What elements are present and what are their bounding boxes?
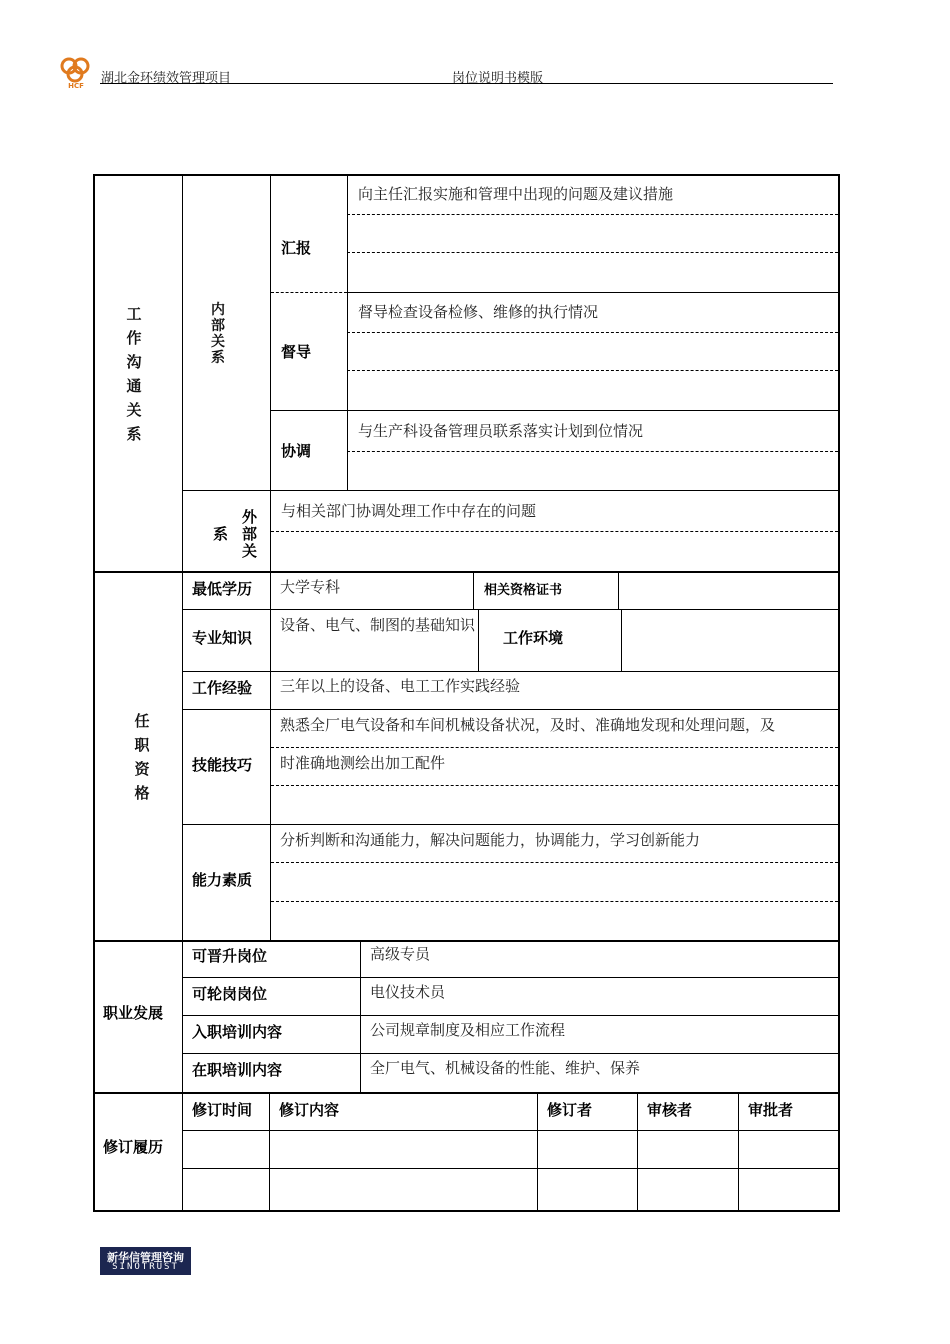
external-char-2: 部: [242, 525, 258, 543]
min-education-label: 最低学历: [192, 580, 253, 598]
external-char-4: 系: [213, 525, 229, 543]
career-row-value: 电仪技术员: [370, 983, 446, 1001]
section-qualification: 任职资格: [134, 712, 150, 802]
ability-label: 能力素质: [192, 871, 253, 889]
external-text: 与相关部门协调处理工作中存在的问题: [281, 502, 537, 520]
revision-header-content: 修订内容: [279, 1101, 340, 1119]
experience-label: 工作经验: [192, 679, 253, 697]
skills-line-2: 时准确地测绘出加工配件: [280, 754, 446, 772]
revision-header-reviser: 修订者: [547, 1101, 593, 1119]
skills-label: 技能技巧: [192, 756, 253, 774]
ability-value: 分析判断和沟通能力，解决问题能力，协调能力，学习创新能力: [280, 831, 701, 849]
coordinate-text: 与生产科设备管理员联系落实计划到位情况: [358, 422, 644, 440]
knowledge-value: 设备、电气、制图的基础知识: [280, 616, 476, 634]
experience-value: 三年以上的设备、电工工作实践经验: [280, 677, 521, 695]
career-row-label: 可轮岗岗位: [192, 985, 268, 1003]
revision-header-approver: 审批者: [748, 1101, 794, 1119]
job-description-table: [93, 174, 840, 1214]
project-name: 湖北金环绩效管理项目: [101, 71, 232, 86]
report-label: 汇报: [281, 239, 312, 257]
sinotrust-logo-cn: 新华信管理咨询: [107, 1251, 184, 1264]
coordinate-label: 协调: [281, 442, 312, 460]
document-title: 岗位说明书模版: [452, 71, 544, 86]
career-row-label: 在职培训内容: [192, 1061, 283, 1079]
supervise-text: 督导检查设备检修、维修的执行情况: [358, 303, 599, 321]
certificate-label: 相关资格证书: [484, 583, 563, 598]
section-career: 职业发展: [103, 1004, 164, 1022]
work-environment-label: 工作环境: [503, 629, 564, 647]
career-row-value: 高级专员: [370, 945, 431, 963]
skills-line-1: 熟悉全厂电气设备和车间机械设备状况，及时、准确地发现和处理问题，及: [280, 716, 776, 734]
header-rule: [100, 83, 833, 84]
section-communication: 工作沟通关系: [126, 305, 142, 443]
revision-header-checker: 审核者: [647, 1101, 693, 1119]
min-education-value: 大学专科: [280, 578, 341, 596]
sinotrust-logo-en: SINOTRUST: [112, 1262, 179, 1272]
knowledge-label: 专业知识: [192, 629, 253, 647]
career-row-label: 入职培训内容: [192, 1023, 283, 1041]
external-char-3: 关: [242, 542, 258, 560]
external-char-1: 外: [242, 508, 258, 526]
career-row-value: 公司规章制度及相应工作流程: [370, 1021, 566, 1039]
revision-header-time: 修订时间: [192, 1101, 253, 1119]
supervise-label: 督导: [281, 343, 312, 361]
company-logo: [58, 54, 94, 90]
report-text: 向主任汇报实施和管理中出现的问题及建议措施: [358, 185, 674, 203]
logo-text: HCF: [68, 82, 84, 90]
section-revision: 修订履历: [103, 1138, 164, 1156]
career-row-value: 全厂电气、机械设备的性能、维护、保养: [370, 1059, 641, 1077]
sinotrust-logo: [100, 1247, 191, 1275]
internal-relations-label: 内部关系: [211, 302, 225, 366]
career-row-label: 可晋升岗位: [192, 947, 268, 965]
